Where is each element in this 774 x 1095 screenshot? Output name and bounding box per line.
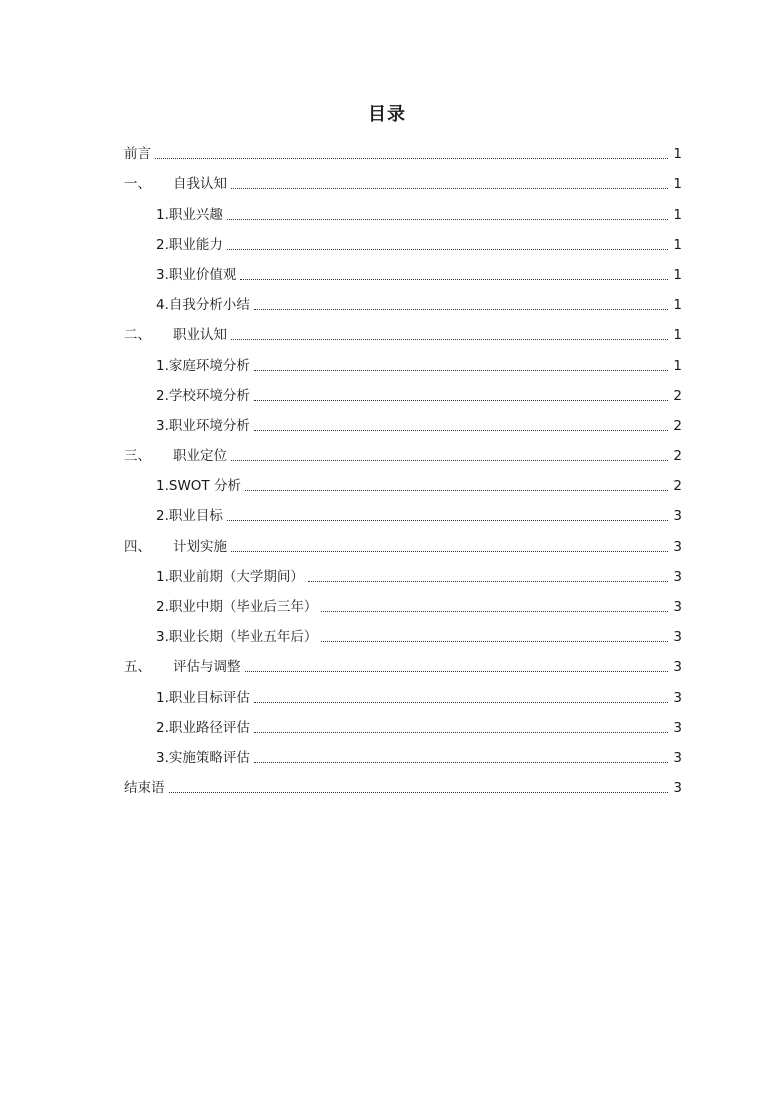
toc-dot-leader [254,701,668,703]
toc-entry-label: 2.学校环境分析 [156,387,250,404]
toc-entry-label: 1.职业前期（大学期间） [156,568,304,585]
toc-entry-page-number: 3 [673,629,682,646]
table-of-contents [124,134,682,798]
toc-entry[interactable] [124,617,682,647]
toc-entry-label: 2.职业目标 [156,508,223,525]
toc-dot-leader [227,218,668,220]
toc-entry-page-number: 3 [673,659,682,676]
toc-entry[interactable] [124,255,682,285]
toc-entry[interactable] [124,677,682,707]
toc-entry-label: 2.职业能力 [156,236,223,253]
toc-entry[interactable] [124,526,682,556]
toc-entry[interactable] [124,164,682,194]
toc-entry-label: 4.自我分析小结 [156,297,250,314]
toc-dot-leader [321,610,668,612]
toc-entry-page-number: 3 [673,599,682,615]
toc-dot-leader [245,670,669,672]
toc-dot-leader [254,429,668,431]
toc-dot-leader [245,489,668,491]
toc-entry-label: 职业认知 [173,327,227,344]
toc-entry[interactable] [124,708,682,738]
toc-entry-number: 三、 [124,448,151,465]
toc-entry-label: 2.职业路径评估 [156,719,250,736]
toc-dot-leader [227,519,668,521]
toc-entry-page-number: 1 [673,176,682,193]
toc-entry-number: 一、 [124,176,151,193]
toc-dot-leader [231,338,668,340]
toc-entry-page-number: 1 [673,206,682,223]
toc-entry[interactable] [124,406,682,436]
toc-entry-page-number: 3 [673,538,682,555]
toc-entry[interactable] [124,768,682,798]
toc-entry-page-number: 1 [673,236,682,253]
toc-entry[interactable] [124,315,682,345]
toc-entry-label: 3.职业价值观 [156,266,237,283]
toc-entry-page-number: 2 [673,448,682,465]
toc-entry[interactable] [124,225,682,255]
toc-entry-label: 1.职业兴趣 [156,206,223,223]
toc-entry[interactable] [124,587,682,617]
toc-entry-page-number: 3 [673,508,682,525]
toc-dot-leader [308,580,668,582]
toc-dot-leader [169,791,669,793]
toc-entry-page-number: 3 [673,568,682,585]
toc-entry[interactable] [124,738,682,768]
toc-entry-page-number: 3 [673,780,682,797]
toc-dot-leader [231,459,668,461]
toc-entry-page-number: 2 [673,478,682,495]
toc-entry-label: 前言 [124,146,151,163]
toc-entry[interactable] [124,496,682,526]
toc-entry-label: 1.职业目标评估 [156,689,250,706]
toc-dot-leader [254,731,668,733]
toc-dot-leader [254,399,668,401]
toc-entry[interactable] [124,436,682,466]
toc-dot-leader [231,187,668,189]
toc-entry[interactable] [124,194,682,224]
toc-entry-page-number: 2 [673,417,682,434]
toc-dot-leader [155,157,668,159]
toc-entry-label: 结束语 [124,780,165,797]
toc-entry-page-number: 3 [673,749,682,766]
toc-entry-number: 五、 [124,659,151,676]
toc-entry-page-number: 1 [673,266,682,283]
toc-entry-label: 3.职业环境分析 [156,417,250,434]
toc-title: 目录 [368,104,406,125]
toc-dot-leader [254,761,668,763]
toc-entry-label: 3.实施策略评估 [156,749,250,766]
toc-entry[interactable] [124,647,682,677]
toc-dot-leader [321,640,668,642]
toc-entry[interactable] [124,285,682,315]
toc-entry-page-number: 2 [673,387,682,404]
toc-entry-number: 四、 [124,538,151,555]
toc-entry-page-number: 3 [673,689,682,706]
toc-entry-label: 1.家庭环境分析 [156,357,250,374]
toc-entry-page-number: 1 [673,357,682,374]
toc-entry-page-number: 1 [673,297,682,314]
toc-entry-page-number: 3 [673,719,682,736]
toc-entry-label: 评估与调整 [173,659,241,676]
toc-entry-page-number: 1 [673,327,682,344]
toc-entry[interactable] [124,345,682,375]
toc-entry[interactable] [124,466,682,496]
toc-dot-leader [240,278,668,280]
toc-entry[interactable] [124,376,682,406]
toc-entry-label: 自我认知 [173,176,227,193]
toc-entry-label: 3.职业长期（毕业五年后） [156,629,318,646]
toc-entry-page-number: 1 [673,146,682,163]
toc-entry-label: 2.职业中期（毕业后三年） [156,599,318,615]
toc-dot-leader [227,248,668,250]
toc-dot-leader [254,308,668,310]
toc-entry-label: 计划实施 [173,538,227,555]
toc-entry[interactable] [124,134,682,164]
toc-dot-leader [231,550,668,552]
toc-dot-leader [254,369,668,371]
toc-entry-label: 1.SWOT 分析 [156,478,241,495]
toc-entry[interactable] [124,557,682,587]
toc-entry-label: 职业定位 [173,448,227,465]
toc-entry-number: 二、 [124,327,151,344]
